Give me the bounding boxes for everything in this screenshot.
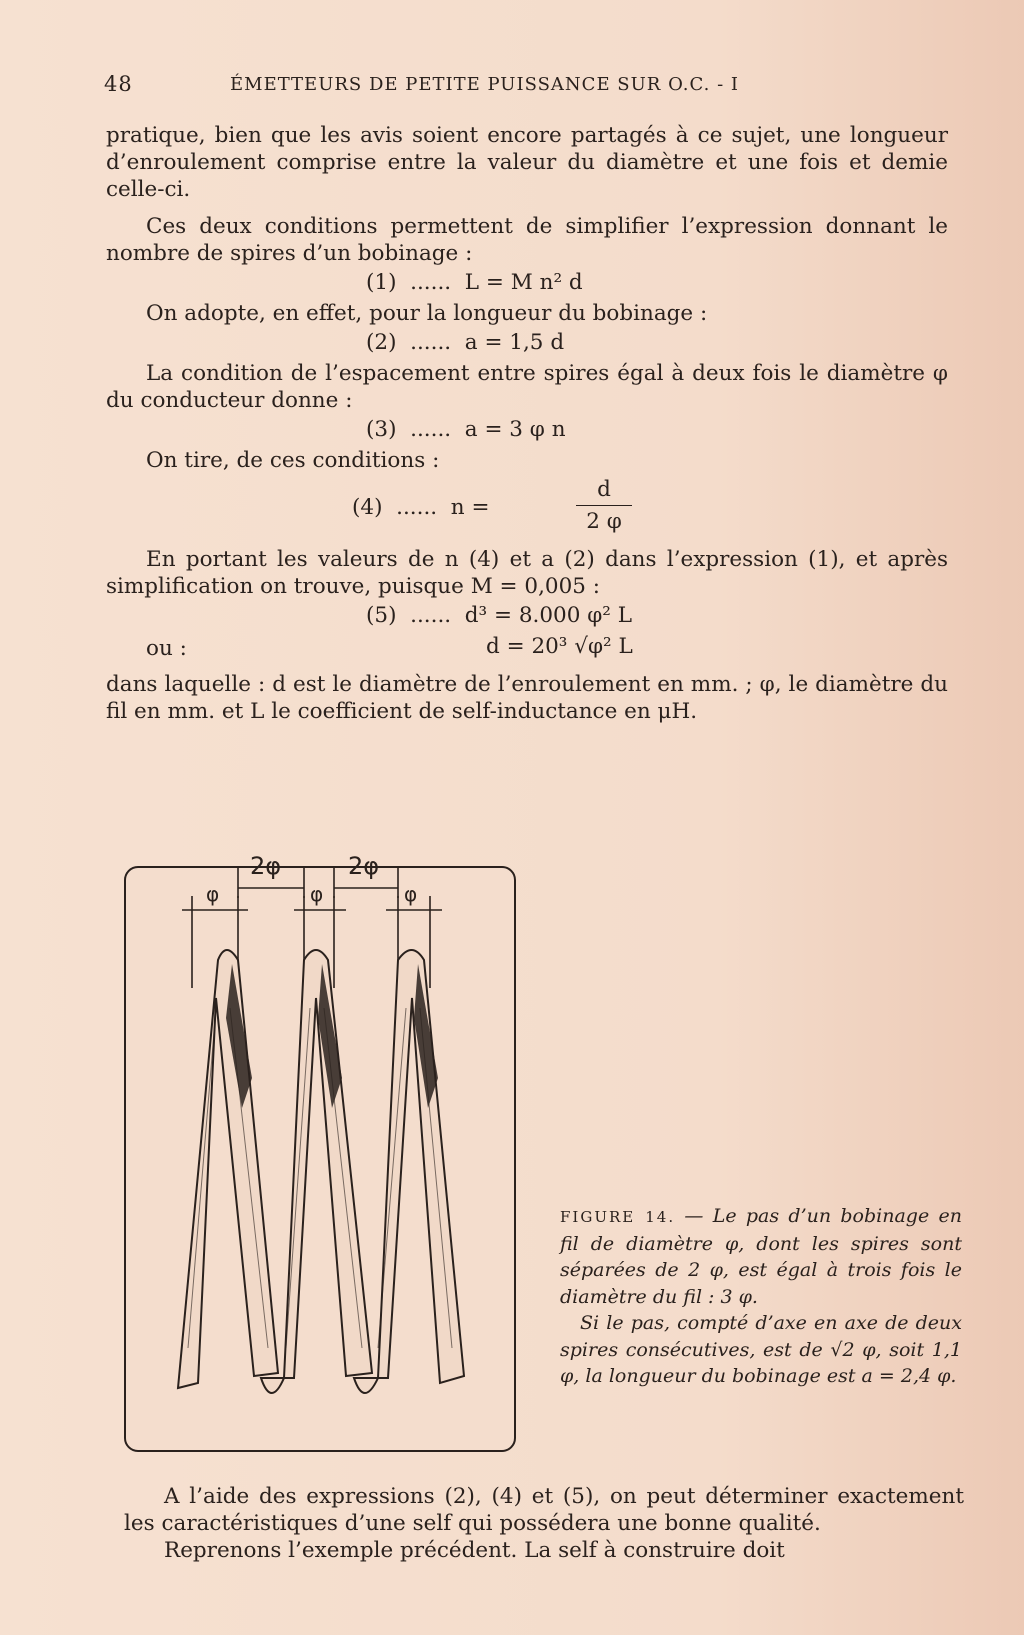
coil-figure: [124, 852, 516, 1452]
equation-4-denominator: 2 φ: [586, 509, 622, 534]
phi-label-2: φ: [310, 882, 324, 906]
paragraph-6: En portant les valeurs de n (4) et a (2) dans l’expression (1), et après simplification on trouve, puisque M = 0,005 :: [106, 547, 948, 599]
paragraph-2: Ces deux conditions permettent de simplifier l’expression donnant le nombre de spires d’un bobinage :: [106, 214, 948, 266]
dim-label-2phi-right: 2φ: [348, 852, 380, 880]
figure-caption: [560, 1203, 962, 1390]
paragraph-5: On tire, de ces conditions :: [146, 448, 440, 473]
equation-5: (5) ...... d³ = 8.000 φ² L: [366, 603, 633, 628]
caption-text-2: Si le pas, compté d’axe en axe de deux spires consécutives, est de √2 φ, soit 1,1 φ, la longueur du bobinage est a = 2,4 φ.: [560, 1312, 962, 1387]
caption-text: — Le pas d’un bobinage en fil de diamètre φ, dont les spires sont séparées de 2 φ, est égal à trois fois le diamètre du fil : 3 φ.: [560, 1205, 962, 1308]
equation-5-alt: [106, 633, 948, 663]
phi-label-1: φ: [206, 882, 220, 906]
paragraph-3: On adopte, en effet, pour la longueur du bobinage :: [146, 301, 708, 326]
equation-5b: d = 20³ √φ² L: [486, 634, 633, 659]
equation-3: (3) ...... a = 3 φ n: [366, 417, 566, 442]
page-number: 48: [104, 72, 133, 96]
equation-4: [106, 476, 948, 540]
paragraph-1: pratique, bien que les avis soient encore partagés à ce sujet, une longueur d’enroulement comprise entre la valeur du diamètre et une fois et demie celle-ci.: [106, 123, 948, 202]
paragraph-9: Reprenons l’exemple précédent. La self à construire doit: [164, 1538, 785, 1563]
running-title: ÉMETTEURS DE PETITE PUISSANCE SUR O.C. - I: [230, 74, 739, 95]
fraction-bar: [576, 505, 632, 506]
equation-4-fraction: [576, 476, 632, 535]
dim-label-2phi-left: 2φ: [250, 852, 282, 880]
body-text-bottom: [124, 1483, 964, 1564]
equation-1: (1) ...... L = M n² d: [366, 270, 583, 295]
equation-4-numerator: d: [597, 477, 611, 502]
equation-4-label: (4) ...... n =: [352, 495, 490, 520]
equation-5-ou: ou :: [146, 636, 187, 661]
running-header: [104, 72, 924, 102]
paragraph-4: La condition de l’espacement entre spires égal à deux fois le diamètre φ du conducteur donne :: [106, 361, 948, 413]
phi-label-3: φ: [404, 882, 418, 906]
paragraph-7: dans laquelle : d est le diamètre de l’enroulement en mm. ; φ, le diamètre du fil en mm. et L le coefficient de self-inductance en μH.: [106, 672, 948, 724]
caption-label: FIGURE 14.: [560, 1208, 676, 1226]
paragraph-8: A l’aide des expressions (2), (4) et (5), on peut déterminer exactement les caractéristiques d’une self qui possédera une bonne qualité.: [124, 1484, 964, 1536]
equation-2: (2) ...... a = 1,5 d: [366, 330, 565, 355]
coil-drawing: [126, 868, 514, 1450]
body-text-top: [106, 122, 948, 725]
